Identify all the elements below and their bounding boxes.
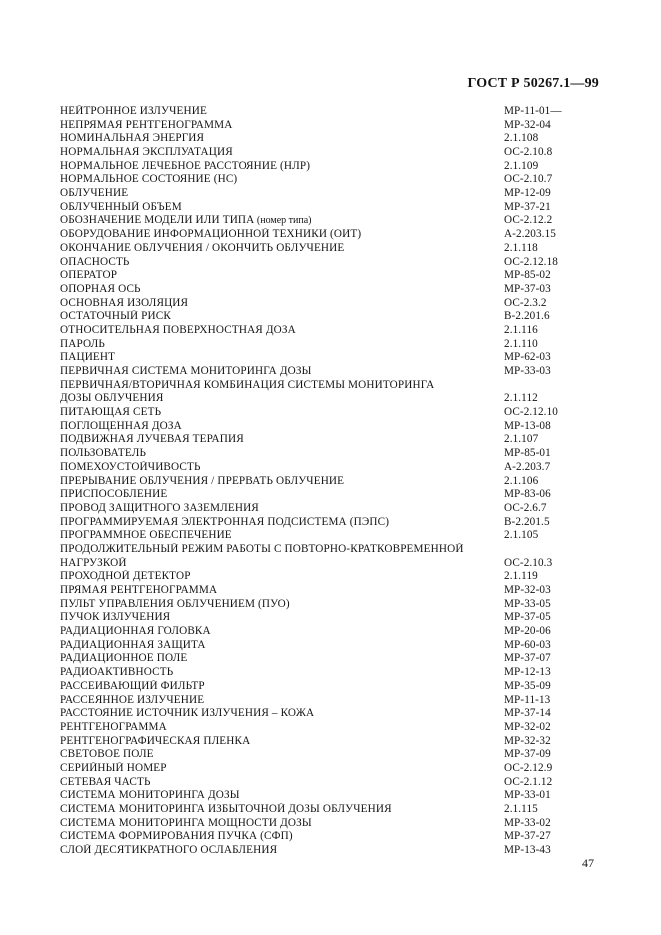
index-entry <box>60 611 600 625</box>
entry-term-text: РЕНТГЕНОГРАФИЧЕСКАЯ ПЛЕНКА <box>60 734 251 747</box>
entry-code: ОС-2.12.18 <box>504 255 558 268</box>
entry-code: МР-32-32 <box>504 734 551 747</box>
entry-term-text: РАССТОЯНИЕ ИСТОЧНИК ИЗЛУЧЕНИЯ – КОЖА <box>60 707 315 720</box>
entry-term-note: (номер типа) <box>254 215 312 227</box>
index-entry <box>60 762 600 776</box>
index-entry <box>60 160 600 174</box>
entry-term <box>60 735 504 749</box>
entry-code: МР-33-05 <box>504 597 551 610</box>
entry-term-text: СИСТЕМА ФОРМИРОВАНИЯ ПУЧКА (СФП) <box>60 830 293 843</box>
entry-term-text: ОПАСНОСТЬ <box>60 255 130 268</box>
entry-term-text: РАДИОАКТИВНОСТЬ <box>60 666 174 679</box>
index-entry <box>60 310 600 324</box>
entry-term <box>60 324 504 338</box>
entry-term <box>60 584 504 598</box>
entry-term-text: ОБЛУЧЕННЫЙ ОБЪЕМ <box>60 200 182 213</box>
entry-code: МР-60-03 <box>504 638 551 651</box>
document-header: ГОСТ Р 50267.1—99 <box>467 76 599 91</box>
index-entry <box>60 187 600 201</box>
entry-code: МР-32-02 <box>504 720 551 733</box>
index-entry <box>60 803 600 817</box>
index-entry <box>60 817 600 831</box>
index-entry <box>60 789 600 803</box>
entry-code: МР-33-01 <box>504 789 551 802</box>
entry-term-text: ПАЦИЕНТ <box>60 351 116 364</box>
index-entry <box>60 653 600 667</box>
entry-term-text: ОТНОСИТЕЛЬНАЯ ПОВЕРХНОСТНАЯ ДОЗА <box>60 323 296 336</box>
entry-code: МР-12-09 <box>504 187 551 200</box>
entry-code: МР-13-08 <box>504 419 551 432</box>
entry-term <box>60 105 504 119</box>
entry-term-text: ПРИСПОСОБЛЕНИЕ <box>60 488 168 501</box>
entry-term <box>60 803 504 817</box>
entry-term-text: ОСНОВНАЯ ИЗОЛЯЦИЯ <box>60 296 189 309</box>
entry-code: 2.1.116 <box>504 323 538 336</box>
entry-code: ОС-2.10.7 <box>504 173 553 186</box>
entry-term-text: ПОЛЬЗОВАТЕЛЬ <box>60 447 147 460</box>
index-entry <box>60 242 600 256</box>
entry-code: В-2.201.5 <box>504 515 550 528</box>
index-entry <box>60 830 600 844</box>
index-entry <box>60 844 600 858</box>
entry-term-text: ПОДВИЖНАЯ ЛУЧЕВАЯ ТЕРАПИЯ <box>60 433 244 446</box>
entry-code: МР-37-14 <box>504 707 551 720</box>
entry-term-text: ПОГЛОЩЕННАЯ ДОЗА <box>60 419 182 432</box>
entry-term <box>60 762 504 776</box>
entry-term-text: СЕРИЙНЫЙ НОМЕР <box>60 761 167 774</box>
entry-term-text: СВЕТОВОЕ ПОЛЕ <box>60 748 154 761</box>
index-entry <box>60 666 600 680</box>
entry-term <box>60 433 504 447</box>
entry-code: МР-37-21 <box>504 200 551 213</box>
entry-term-text: ПУЛЬТ УПРАВЛЕНИЯ ОБЛУЧЕНИЕМ (ПУО) <box>60 597 290 610</box>
entry-term <box>60 748 504 762</box>
index-entry <box>60 529 600 543</box>
entry-term-text: СИСТЕМА МОНИТОРИНГА ИЗБЫТОЧНОЙ ДОЗЫ ОБЛУЧЕНИЯ <box>60 803 392 816</box>
term-index-list <box>60 105 600 858</box>
entry-term-text: РЕНТГЕНОГРАММА <box>60 720 167 733</box>
index-entry <box>60 584 600 598</box>
entry-term <box>60 338 504 352</box>
entry-term <box>60 543 504 557</box>
entry-code: ОС-2.3.2 <box>504 296 547 309</box>
index-entry <box>60 570 600 584</box>
entry-term-text: НЕЙТРОННОЕ ИЗЛУЧЕНИЕ <box>60 104 207 117</box>
entry-term-text: РАССЕИВАЮЩИЙ ФИЛЬТР <box>60 679 205 692</box>
index-entry <box>60 324 600 338</box>
index-entry <box>60 598 600 612</box>
entry-term-text: ДОЗЫ ОБЛУЧЕНИЯ <box>60 392 164 405</box>
entry-code: МР-20-06 <box>504 625 551 638</box>
entry-term-text: РАДИАЦИОННОЕ ПОЛЕ <box>60 652 188 665</box>
entry-term-text: ПРОГРАММИРУЕМАЯ ЭЛЕКТРОННАЯ ПОДСИСТЕМА (ПЭПС) <box>60 515 390 528</box>
entry-term-text: РАДИАЦИОННАЯ ГОЛОВКА <box>60 625 211 638</box>
entry-term-text: ОБОЗНАЧЕНИЕ МОДЕЛИ ИЛИ ТИПА <box>60 214 255 227</box>
index-entry <box>60 447 600 461</box>
entry-code: МР-33-03 <box>504 365 551 378</box>
index-entry <box>60 461 600 475</box>
entry-term <box>60 447 504 461</box>
entry-code: МР-37-03 <box>504 282 551 295</box>
index-entry <box>60 105 600 119</box>
entry-code: А-2.203.15 <box>504 228 556 241</box>
entry-term <box>60 721 504 735</box>
entry-term <box>60 516 504 530</box>
entry-code: МР-33-02 <box>504 816 551 829</box>
entry-term <box>60 652 504 666</box>
entry-term <box>60 173 504 187</box>
index-entry <box>60 201 600 215</box>
entry-term <box>60 269 504 283</box>
entry-term <box>60 406 504 420</box>
index-entry <box>60 776 600 790</box>
entry-term <box>60 420 504 434</box>
entry-code: 2.1.115 <box>504 803 538 816</box>
entry-term-text: ПРОХОДНОЙ ДЕТЕКТОР <box>60 570 191 583</box>
entry-term <box>60 297 504 311</box>
entry-term <box>60 817 504 831</box>
entry-code: МР-12-13 <box>504 666 551 679</box>
index-entry <box>60 488 600 502</box>
entry-term-text: ОБОРУДОВАНИЕ ИНФОРМАЦИОННОЙ ТЕХНИКИ (ОИТ) <box>60 228 362 241</box>
entry-term-text: ОСТАТОЧНЫЙ РИСК <box>60 310 171 323</box>
index-entry <box>60 406 600 420</box>
entry-code: МР-32-04 <box>504 118 551 131</box>
entry-term-text: ПЕРВИЧНАЯ/ВТОРИЧНАЯ КОМБИНАЦИЯ СИСТЕМЫ МОНИТОРИНГА <box>60 378 435 391</box>
entry-term-text: ПЕРВИЧНАЯ СИСТЕМА МОНИТОРИНГА ДОЗЫ <box>60 365 312 378</box>
entry-code: ОС-2.10.8 <box>504 146 553 159</box>
entry-term <box>60 351 504 365</box>
index-entry <box>60 228 600 242</box>
index-entry <box>60 269 600 283</box>
entry-term-text: ОПОРНАЯ ОСЬ <box>60 282 141 295</box>
entry-code: МР-35-09 <box>504 679 551 692</box>
entry-term-text: НОМИНАЛЬНАЯ ЭНЕРГИЯ <box>60 132 205 145</box>
entry-term-text: ПРЕРЫВАНИЕ ОБЛУЧЕНИЯ / ПРЕРВАТЬ ОБЛУЧЕНИЕ <box>60 474 345 487</box>
entry-term-text: СЕТЕВАЯ ЧАСТЬ <box>60 775 151 788</box>
entry-term <box>60 639 504 653</box>
entry-term <box>60 379 504 393</box>
index-entry <box>60 721 600 735</box>
entry-term <box>60 611 504 625</box>
entry-term <box>60 201 504 215</box>
entry-code: 2.1.119 <box>504 570 538 583</box>
entry-code: МР-37-09 <box>504 748 551 761</box>
entry-code: ОС-2.12.2 <box>504 214 553 227</box>
index-entry <box>60 297 600 311</box>
entry-term <box>60 119 504 133</box>
entry-term <box>60 680 504 694</box>
entry-term <box>60 392 504 406</box>
entry-code: МР-83-06 <box>504 488 551 501</box>
entry-code: 2.1.107 <box>504 433 539 446</box>
index-entry <box>60 707 600 721</box>
entry-code: МР-85-02 <box>504 269 551 282</box>
index-entry <box>60 283 600 297</box>
entry-code: 2.1.108 <box>504 132 539 145</box>
entry-term <box>60 256 504 270</box>
entry-term-text: НОРМАЛЬНОЕ СОСТОЯНИЕ (НС) <box>60 173 238 186</box>
index-entry <box>60 392 600 406</box>
entry-term <box>60 666 504 680</box>
entry-term-text: СИСТЕМА МОНИТОРИНГА ДОЗЫ <box>60 789 240 802</box>
entry-term <box>60 529 504 543</box>
entry-code: МР-11-13 <box>504 693 551 706</box>
entry-term-text: ПРОВОД ЗАЩИТНОГО ЗАЗЕМЛЕНИЯ <box>60 501 259 514</box>
entry-code: МР-37-07 <box>504 652 551 665</box>
entry-code: 2.1.110 <box>504 337 538 350</box>
entry-term <box>60 310 504 324</box>
index-entry <box>60 748 600 762</box>
entry-code: МР-37-05 <box>504 611 551 624</box>
entry-term-text: ПУЧОК ИЗЛУЧЕНИЯ <box>60 611 171 624</box>
entry-term-text: ПАРОЛЬ <box>60 337 105 350</box>
entry-term-text: ОПЕРАТОР <box>60 269 118 282</box>
entry-code: ОС-2.10.3 <box>504 556 553 569</box>
entry-term <box>60 132 504 146</box>
entry-code: ОС-2.12.10 <box>504 406 558 419</box>
index-entry <box>60 379 600 393</box>
index-entry <box>60 365 600 379</box>
entry-term <box>60 830 504 844</box>
entry-term <box>60 707 504 721</box>
entry-term <box>60 625 504 639</box>
entry-code: 2.1.109 <box>504 159 539 172</box>
entry-code: МР-37-27 <box>504 830 551 843</box>
entry-term <box>60 475 504 489</box>
entry-term-text: НОРМАЛЬНОЕ ЛЕЧЕБНОЕ РАССТОЯНИЕ (НЛР) <box>60 159 311 172</box>
entry-term <box>60 502 504 516</box>
entry-term <box>60 283 504 297</box>
entry-term <box>60 187 504 201</box>
entry-code: 2.1.112 <box>504 392 538 405</box>
entry-term <box>60 365 504 379</box>
entry-term-text: ПРЯМАЯ РЕНТГЕНОГРАММА <box>60 584 218 597</box>
entry-term <box>60 844 504 858</box>
entry-term-text: СИСТЕМА МОНИТОРИНГА МОЩНОСТИ ДОЗЫ <box>60 816 312 829</box>
entry-term <box>60 228 504 242</box>
index-entry <box>60 625 600 639</box>
entry-code: МР-32-03 <box>504 584 551 597</box>
index-entry <box>60 420 600 434</box>
index-entry <box>60 557 600 571</box>
index-entry <box>60 351 600 365</box>
entry-code: МР-11-01— <box>504 104 562 117</box>
entry-term <box>60 694 504 708</box>
entry-code: В-2.201.6 <box>504 310 550 323</box>
entry-term-text: ПРОДОЛЖИТЕЛЬНЫЙ РЕЖИМ РАБОТЫ С ПОВТОРНО-КРАТКОВРЕМЕННОЙ <box>60 542 464 555</box>
entry-term-text: НАГРУЗКОЙ <box>60 556 127 569</box>
index-entry <box>60 639 600 653</box>
index-entry <box>60 680 600 694</box>
entry-term <box>60 160 504 174</box>
entry-code: 2.1.105 <box>504 529 539 542</box>
index-entry <box>60 132 600 146</box>
entry-code: ОС-2.6.7 <box>504 501 547 514</box>
entry-term-text: ОКОНЧАНИЕ ОБЛУЧЕНИЯ / ОКОНЧИТЬ ОБЛУЧЕНИЕ <box>60 241 345 254</box>
entry-term-text: ПРОГРАММНОЕ ОБЕСПЕЧЕНИЕ <box>60 529 232 542</box>
entry-code: МР-13-43 <box>504 844 551 857</box>
entry-code: А-2.203.7 <box>504 460 551 473</box>
entry-term-text: НЕПРЯМАЯ РЕНТГЕНОГРАММА <box>60 118 233 131</box>
entry-code: 2.1.118 <box>504 241 538 254</box>
entry-term-text: НОРМАЛЬНАЯ ЭКСПЛУАТАЦИЯ <box>60 146 233 159</box>
entry-term <box>60 146 504 160</box>
entry-term <box>60 214 504 228</box>
entry-term-text: ОБЛУЧЕНИЕ <box>60 187 129 200</box>
index-entry <box>60 735 600 749</box>
index-entry <box>60 516 600 530</box>
entry-term-text: РАДИАЦИОННАЯ ЗАЩИТА <box>60 638 206 651</box>
entry-code: МР-85-01 <box>504 447 551 460</box>
entry-code: МР-62-03 <box>504 351 551 364</box>
entry-term <box>60 242 504 256</box>
entry-term-text: ПОМЕХОУСТОЙЧИВОСТЬ <box>60 460 201 473</box>
index-entry <box>60 543 600 557</box>
entry-term-text: СЛОЙ ДЕСЯТИКРАТНОГО ОСЛАБЛЕНИЯ <box>60 844 278 857</box>
entry-code: 2.1.106 <box>504 474 539 487</box>
entry-term-text: РАССЕЯННОЕ ИЗЛУЧЕНИЕ <box>60 693 205 706</box>
entry-term <box>60 557 504 571</box>
entry-term-text: ПИТАЮЩАЯ СЕТЬ <box>60 406 162 419</box>
index-entry <box>60 502 600 516</box>
index-entry <box>60 694 600 708</box>
index-entry <box>60 475 600 489</box>
entry-code: ОС-2.1.12 <box>504 775 553 788</box>
index-entry <box>60 173 600 187</box>
index-entry <box>60 338 600 352</box>
entry-term <box>60 488 504 502</box>
entry-code: ОС-2.12.9 <box>504 761 553 774</box>
entry-term <box>60 776 504 790</box>
entry-term <box>60 570 504 584</box>
index-entry <box>60 146 600 160</box>
index-entry <box>60 215 600 229</box>
index-entry <box>60 256 600 270</box>
page-number: 47 <box>582 856 594 870</box>
entry-term <box>60 598 504 612</box>
index-entry <box>60 434 600 448</box>
entry-term <box>60 789 504 803</box>
index-entry <box>60 119 600 133</box>
entry-term <box>60 461 504 475</box>
